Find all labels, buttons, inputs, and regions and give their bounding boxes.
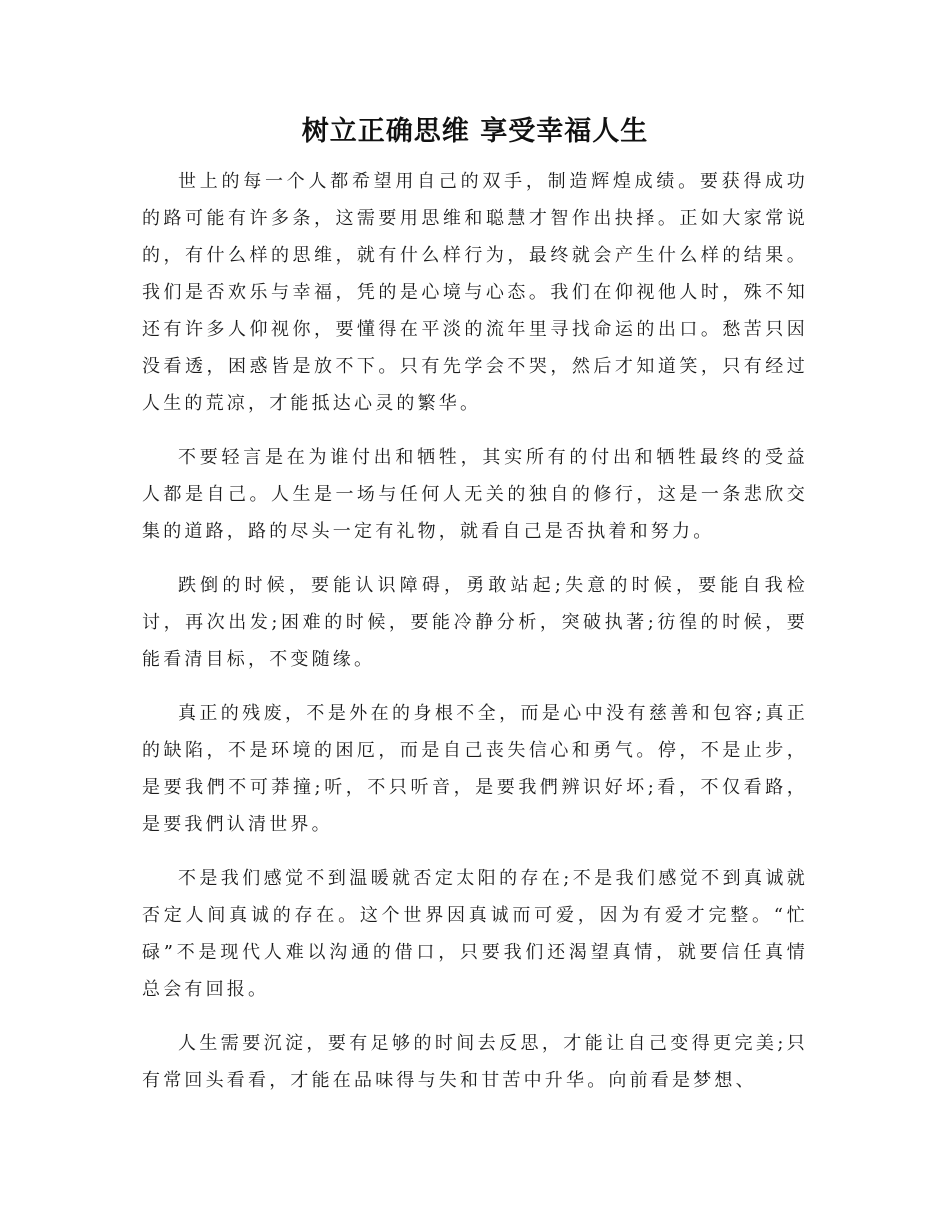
document-body bbox=[142, 163, 808, 1116]
paragraph-1: 世上的每一个人都希望用自己的双手，制造辉煌成绩。要获得成功的路可能有许多条，这需要用思维和聪慧才智作出抉择。正如大家常说的，有什么样的思维，就有什么样行为，最终就会产生什么样的结果。 我们是否欢乐与幸福，凭的是心境与心态。我们在仰视他人时，殊不知还有许多人仰视你，要懂得在平淡的流年里寻找命运的出口。愁苦只因没看透，困惑皆是放不下。只有先学会不哭，然后才知道笑，只有经过人生的荒凉，才能抵达心灵的繁华。 bbox=[142, 171, 808, 414]
paragraph-5: 不是我们感觉不到温暖就否定太阳的存在;不是我们感觉不到真诚就否定人间真诚的存在。这个世界因真诚而可爱，因为有爱才完整。“忙碌”不是现代人难以沟通的借口，只要我们还渴望真情，就要信任真情总会有回报。 bbox=[142, 868, 808, 1000]
paragraph-4: 真正的残废，不是外在的身根不全，而是心中没有慈善和包容;真正的缺陷，不是环境的困厄，而是自己丧失信心和勇气。停，不是止步，是要我們不可莽撞;听，不只听音，是要我們辨识好坏;看，不仅看路，是要我們认清世界。 bbox=[142, 703, 808, 835]
paragraph-3: 跌倒的时候，要能认识障碍，勇敢站起;失意的时候，要能自我检讨，再次出发;困难的时候，要能冷静分析，突破执著;彷徨的时候，要能看清目标，不变随缘。 bbox=[142, 575, 808, 670]
paragraph-6: 人生需要沉淀，要有足够的时间去反思，才能让自己变得更完美;只有常回头看看，才能在品味得与失和甘苦中升华。向前看是梦想、 bbox=[142, 1033, 808, 1091]
paragraph-2: 不要轻言是在为谁付出和牺牲，其实所有的付出和牺牲最终的受益人都是自己。人生是一场与任何人无关的独自的修行，这是一条悲欣交集的道路，路的尽头一定有礼物，就看自己是否执着和努力。 bbox=[142, 447, 808, 542]
document-title: 树立正确思维 享受幸福人生 bbox=[301, 116, 649, 147]
